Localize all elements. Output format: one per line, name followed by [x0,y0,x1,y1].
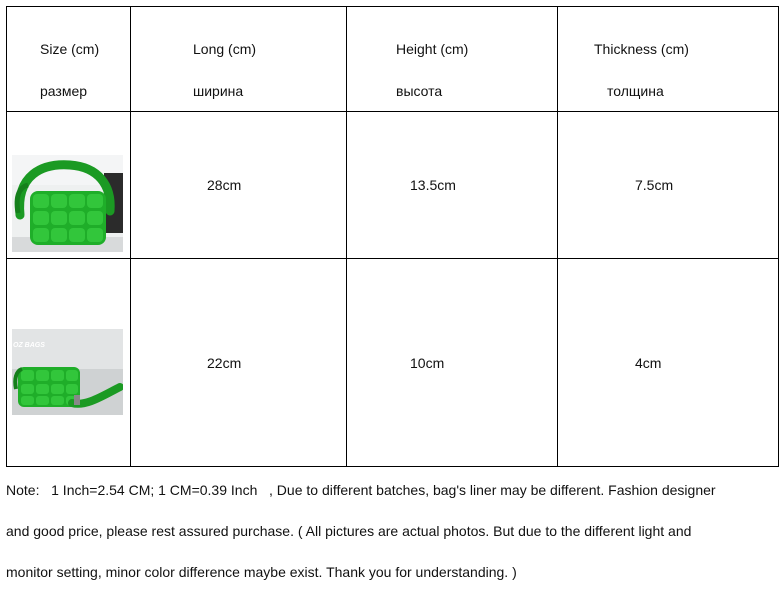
note-line: monitor setting, minor color difference maybe exist. Thank you for understanding. ) [6,564,517,580]
header-long-label: Long (cm) [193,41,257,57]
green-woven-bag-photo-icon [12,329,123,415]
thickness-value: 7.5cm [635,177,674,193]
header-height-label: Height (cm) [396,41,469,57]
note-line: Note: 1 Inch=2.54 CM; 1 CM=0.39 Inch , Due to different batches, bag's liner may be different. Fashion designer [6,482,716,498]
photo-watermark: OZ BAGS [13,342,45,349]
photo-cell [7,112,131,259]
header-thickness-cell [558,7,779,112]
note-text-block [6,470,781,593]
height-value-cell [347,112,558,259]
header-thickness-label: Thickness (cm) [594,41,689,57]
table-row [7,112,779,259]
header-height-cell [347,7,558,112]
long-value-cell [131,259,347,467]
green-woven-bag-photo-icon [12,155,123,252]
long-value-cell [131,112,347,259]
height-value: 13.5cm [410,177,456,193]
header-size-label: Size (cm) [40,41,100,57]
thickness-value-cell [558,112,779,259]
thickness-value-cell [558,259,779,467]
header-long-cell [131,7,347,112]
header-thickness-label-ru: толщина [607,83,664,99]
header-size-cell [7,7,131,112]
table-row [7,259,779,467]
note-line: and good price, please rest assured purchase. ( All pictures are actual photos. But due to the different light and [6,523,692,539]
height-value: 10cm [410,354,445,371]
long-value: 22cm [207,354,242,371]
header-size-label-ru: размер [40,83,88,99]
header-long-label-ru: ширина [193,83,244,99]
height-value-cell [347,259,558,467]
header-height-label-ru: высота [396,83,443,99]
header-row [7,7,779,112]
photo-cell [7,259,131,467]
long-value: 28cm [207,177,242,193]
size-table [6,6,779,467]
thickness-value: 4cm [635,354,662,371]
